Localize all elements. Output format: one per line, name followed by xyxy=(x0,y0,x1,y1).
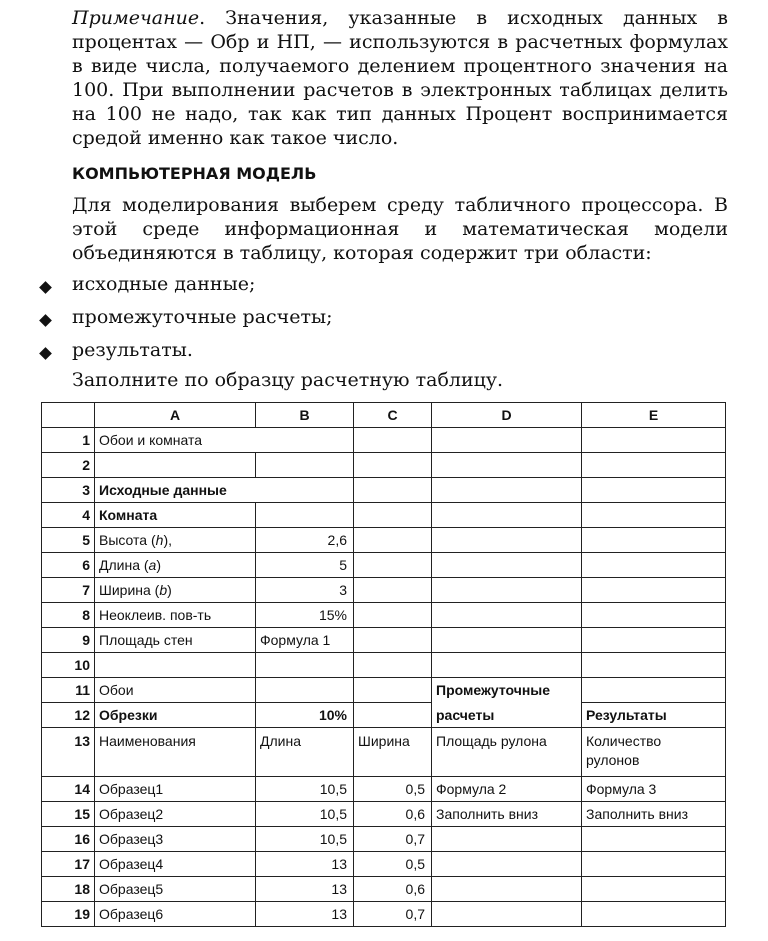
row-number: 11 xyxy=(42,678,95,703)
cell: Результаты xyxy=(582,703,726,728)
row-number: 9 xyxy=(42,628,95,653)
cell: 13 xyxy=(256,877,354,902)
cell xyxy=(256,678,354,703)
table-row xyxy=(42,802,726,827)
cell: Комната xyxy=(95,503,256,528)
cell: 15% xyxy=(256,603,354,628)
row-number: 14 xyxy=(42,777,95,802)
cell xyxy=(354,478,432,503)
row-number: 7 xyxy=(42,578,95,603)
cell: Площадь стен xyxy=(95,628,256,653)
cell: 2,6 xyxy=(256,528,354,553)
table-row xyxy=(42,877,726,902)
cell xyxy=(432,428,582,453)
cell: Длина xyxy=(256,728,354,777)
cell xyxy=(582,478,726,503)
table-row xyxy=(42,453,726,478)
column-header: C xyxy=(354,403,432,428)
table-row xyxy=(42,578,726,603)
cell: 13 xyxy=(256,852,354,877)
cell xyxy=(432,902,582,927)
cell: Обрезки xyxy=(95,703,256,728)
cell xyxy=(95,653,256,678)
cell: 10,5 xyxy=(256,802,354,827)
cell xyxy=(432,653,582,678)
cell: 10,5 xyxy=(256,777,354,802)
cell xyxy=(95,453,256,478)
cell: Образец6 xyxy=(95,902,256,927)
cell xyxy=(256,453,354,478)
cell: Образец5 xyxy=(95,877,256,902)
row-number: 19 xyxy=(42,902,95,927)
cell xyxy=(582,553,726,578)
cell: Исходные данные xyxy=(95,478,354,503)
cell xyxy=(432,852,582,877)
row-number: 12 xyxy=(42,703,95,728)
row-number: 15 xyxy=(42,802,95,827)
cell: 13 xyxy=(256,902,354,927)
cell: 0,7 xyxy=(354,902,432,927)
cell: 0,5 xyxy=(354,777,432,802)
cell: Ширина (b) xyxy=(95,578,256,603)
table-row xyxy=(42,777,726,802)
cell xyxy=(256,503,354,528)
cell xyxy=(432,453,582,478)
cell: Заполнить вниз xyxy=(582,802,726,827)
diamond-bullet-icon xyxy=(39,347,52,360)
note-label: Примечание xyxy=(72,7,200,29)
list-item xyxy=(40,338,333,371)
table-row xyxy=(42,503,726,528)
table-row xyxy=(42,902,726,927)
cell: Промежуточные xyxy=(432,678,582,703)
cell xyxy=(256,653,354,678)
row-number: 2 xyxy=(42,453,95,478)
cell xyxy=(432,877,582,902)
cell xyxy=(432,528,582,553)
cell: расчеты xyxy=(432,703,582,728)
cell: 0,6 xyxy=(354,877,432,902)
cell: Обои xyxy=(95,678,256,703)
note-text: . Значения, указанные в исходных данных в процентах — Обр и НП, — используются в расчетных формулах в виде числа, получаемого делением процентного значения на 100. При выполнении расчетов в электронных таблицах делить на 100 не надо, так как тип данных Процент воспринимается средой именно как такое число. xyxy=(72,7,728,149)
cell xyxy=(432,503,582,528)
cell xyxy=(354,703,432,728)
row-number: 3 xyxy=(42,478,95,503)
cell: Площадь рулона xyxy=(432,728,582,777)
row-number: 17 xyxy=(42,852,95,877)
cell xyxy=(354,578,432,603)
cell xyxy=(582,453,726,478)
cell xyxy=(582,628,726,653)
cell: Ширина xyxy=(354,728,432,777)
cell xyxy=(432,553,582,578)
column-header: D xyxy=(432,403,582,428)
cell xyxy=(432,478,582,503)
cell: Образец2 xyxy=(95,802,256,827)
cell xyxy=(432,628,582,653)
cell: Длина (a) xyxy=(95,553,256,578)
column-header: E xyxy=(582,403,726,428)
cell: 10% xyxy=(256,703,354,728)
cell xyxy=(354,453,432,478)
cell xyxy=(354,528,432,553)
corner-cell xyxy=(42,403,95,428)
table-row xyxy=(42,653,726,678)
cell: Обои и комната xyxy=(95,428,354,453)
cell xyxy=(582,877,726,902)
spreadsheet-table xyxy=(41,402,726,927)
table-row xyxy=(42,827,726,852)
cell xyxy=(354,553,432,578)
table-row xyxy=(42,628,726,653)
row-number: 6 xyxy=(42,553,95,578)
cell: Неоклеив. пов-ть xyxy=(95,603,256,628)
row-number: 18 xyxy=(42,877,95,902)
diamond-bullet-icon xyxy=(39,314,52,327)
cell xyxy=(582,428,726,453)
cell xyxy=(432,603,582,628)
section-heading: КОМПЬЮТЕРНАЯ МОДЕЛЬ xyxy=(72,164,317,183)
row-number: 13 xyxy=(42,728,95,777)
cell xyxy=(582,902,726,927)
column-header-row xyxy=(42,403,726,428)
cell: 0,6 xyxy=(354,802,432,827)
row-number: 16 xyxy=(42,827,95,852)
cell xyxy=(582,827,726,852)
cell xyxy=(354,628,432,653)
list-item-text: промежуточные расчеты; xyxy=(72,306,333,328)
cell: 0,5 xyxy=(354,852,432,877)
table-row xyxy=(42,728,726,777)
table-row xyxy=(42,852,726,877)
cell xyxy=(354,653,432,678)
cell: 3 xyxy=(256,578,354,603)
table-row xyxy=(42,678,726,703)
table-row xyxy=(42,703,726,728)
table-row xyxy=(42,478,726,503)
intro-paragraph: Для моделирования выберем среду табличного процессора. В этой среде информационная и математическая модели объединяются в таблицу, которая содержит три области: xyxy=(72,194,728,264)
area-list xyxy=(40,272,333,371)
list-item-text: исходные данные; xyxy=(72,273,256,295)
cell xyxy=(582,603,726,628)
cell xyxy=(582,678,726,703)
cell: 0,7 xyxy=(354,827,432,852)
table-row xyxy=(42,603,726,628)
cell xyxy=(582,503,726,528)
table-row xyxy=(42,528,726,553)
list-item-text: результаты. xyxy=(72,339,193,361)
cell xyxy=(582,528,726,553)
note-paragraph xyxy=(72,6,728,150)
cell: 5 xyxy=(256,553,354,578)
cell xyxy=(354,603,432,628)
cell: Образец4 xyxy=(95,852,256,877)
cell: Формула 1 xyxy=(256,628,354,653)
cell xyxy=(432,578,582,603)
list-item xyxy=(40,305,333,338)
list-item xyxy=(40,272,333,305)
cell: Заполнить вниз xyxy=(432,802,582,827)
cell: Высота (h), xyxy=(95,528,256,553)
table-row xyxy=(42,428,726,453)
cell: 10,5 xyxy=(256,827,354,852)
cell: Формула 3 xyxy=(582,777,726,802)
row-number: 10 xyxy=(42,653,95,678)
row-number: 1 xyxy=(42,428,95,453)
column-header: B xyxy=(256,403,354,428)
row-number: 5 xyxy=(42,528,95,553)
column-header: A xyxy=(95,403,256,428)
cell xyxy=(354,678,432,703)
cell xyxy=(582,852,726,877)
cell xyxy=(354,503,432,528)
cell xyxy=(582,653,726,678)
cell: Формула 2 xyxy=(432,777,582,802)
cell xyxy=(432,827,582,852)
cell: Образец3 xyxy=(95,827,256,852)
cell: Наименования xyxy=(95,728,256,777)
cell xyxy=(354,428,432,453)
table-row xyxy=(42,553,726,578)
diamond-bullet-icon xyxy=(39,281,52,294)
cell xyxy=(582,578,726,603)
cell: Количество рулонов xyxy=(582,728,726,777)
row-number: 4 xyxy=(42,503,95,528)
instruction-text: Заполните по образцу расчетную таблицу. xyxy=(72,369,504,391)
cell: Образец1 xyxy=(95,777,256,802)
row-number: 8 xyxy=(42,603,95,628)
